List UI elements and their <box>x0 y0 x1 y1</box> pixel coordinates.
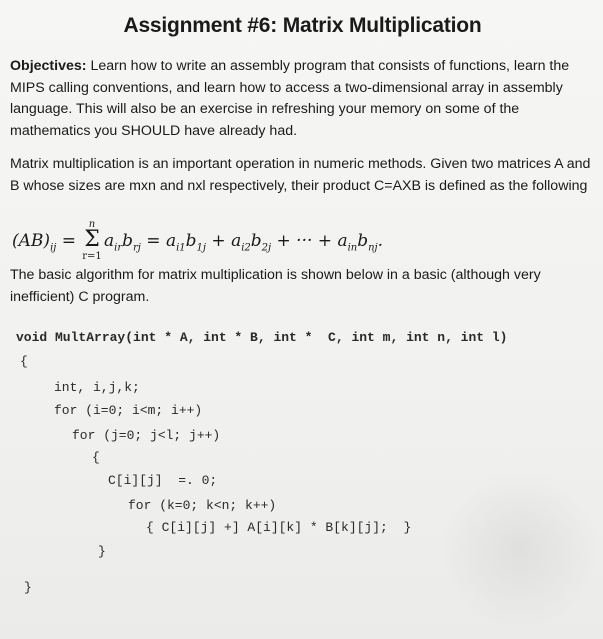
code-declaration: int, i,j,k; <box>54 380 140 395</box>
formula-rhs: $a_{ir}b_{rj} = a_{i1}b_{1j} + a_{i2}b_{2j}$ + ··· + $a_{in}b_{nj}$. <box>104 231 384 254</box>
code-close-brace: } <box>24 580 32 595</box>
summation <box>80 219 104 261</box>
code-init-statement: C[i][j] =. 0; <box>108 473 218 488</box>
formula-lhs: $(AB)_{ij}$ = <box>12 231 77 254</box>
code-inner-open-brace: { <box>92 450 100 465</box>
basic-algorithm-paragraph: The basic algorithm for matrix multiplication is shown below in a basic (although very inefficient) C program. <box>10 267 541 305</box>
summation-lower-limit: r=1 <box>82 251 102 262</box>
intro-paragraph: Matrix multiplication is an important operation in numeric methods. Given two matrices A and B whose sizes are mxn and nxl respectively, their product C=AXB is defined as the following <box>10 156 591 194</box>
sum-formula <box>10 219 595 281</box>
c-code-block <box>10 330 595 630</box>
code-inner-close-brace: } <box>98 544 106 559</box>
summation-symbol: Σ <box>84 227 100 252</box>
objectives-label: Objectives: <box>10 58 87 74</box>
objectives-text: Learn how to write an assembly program that consists of functions, learn the MIPS calling conventions, and learn how to access a two-dimensional array in assembly language. This will also be an exercise in refreshing your memory on some of the mathematics you SHOULD have already had. <box>10 58 570 139</box>
code-inner-body: { C[i][j] +] A[i][k] * B[k][j]; } <box>146 520 412 535</box>
page-title: Assignment #6: Matrix Multiplication <box>123 14 482 37</box>
summation-upper-limit: n <box>88 219 96 230</box>
code-for-j: for (j=0; j<l; j++) <box>72 428 221 443</box>
code-for-k: for (k=0; k<n; k++) <box>128 498 277 513</box>
code-for-i: for (i=0; i<m; i++) <box>54 403 203 418</box>
objectives-paragraph <box>10 56 595 142</box>
code-open-brace: { <box>20 354 28 369</box>
code-signature: void MultArray(int * A, int * B, int * C, int m, int n, int l) <box>16 330 508 345</box>
